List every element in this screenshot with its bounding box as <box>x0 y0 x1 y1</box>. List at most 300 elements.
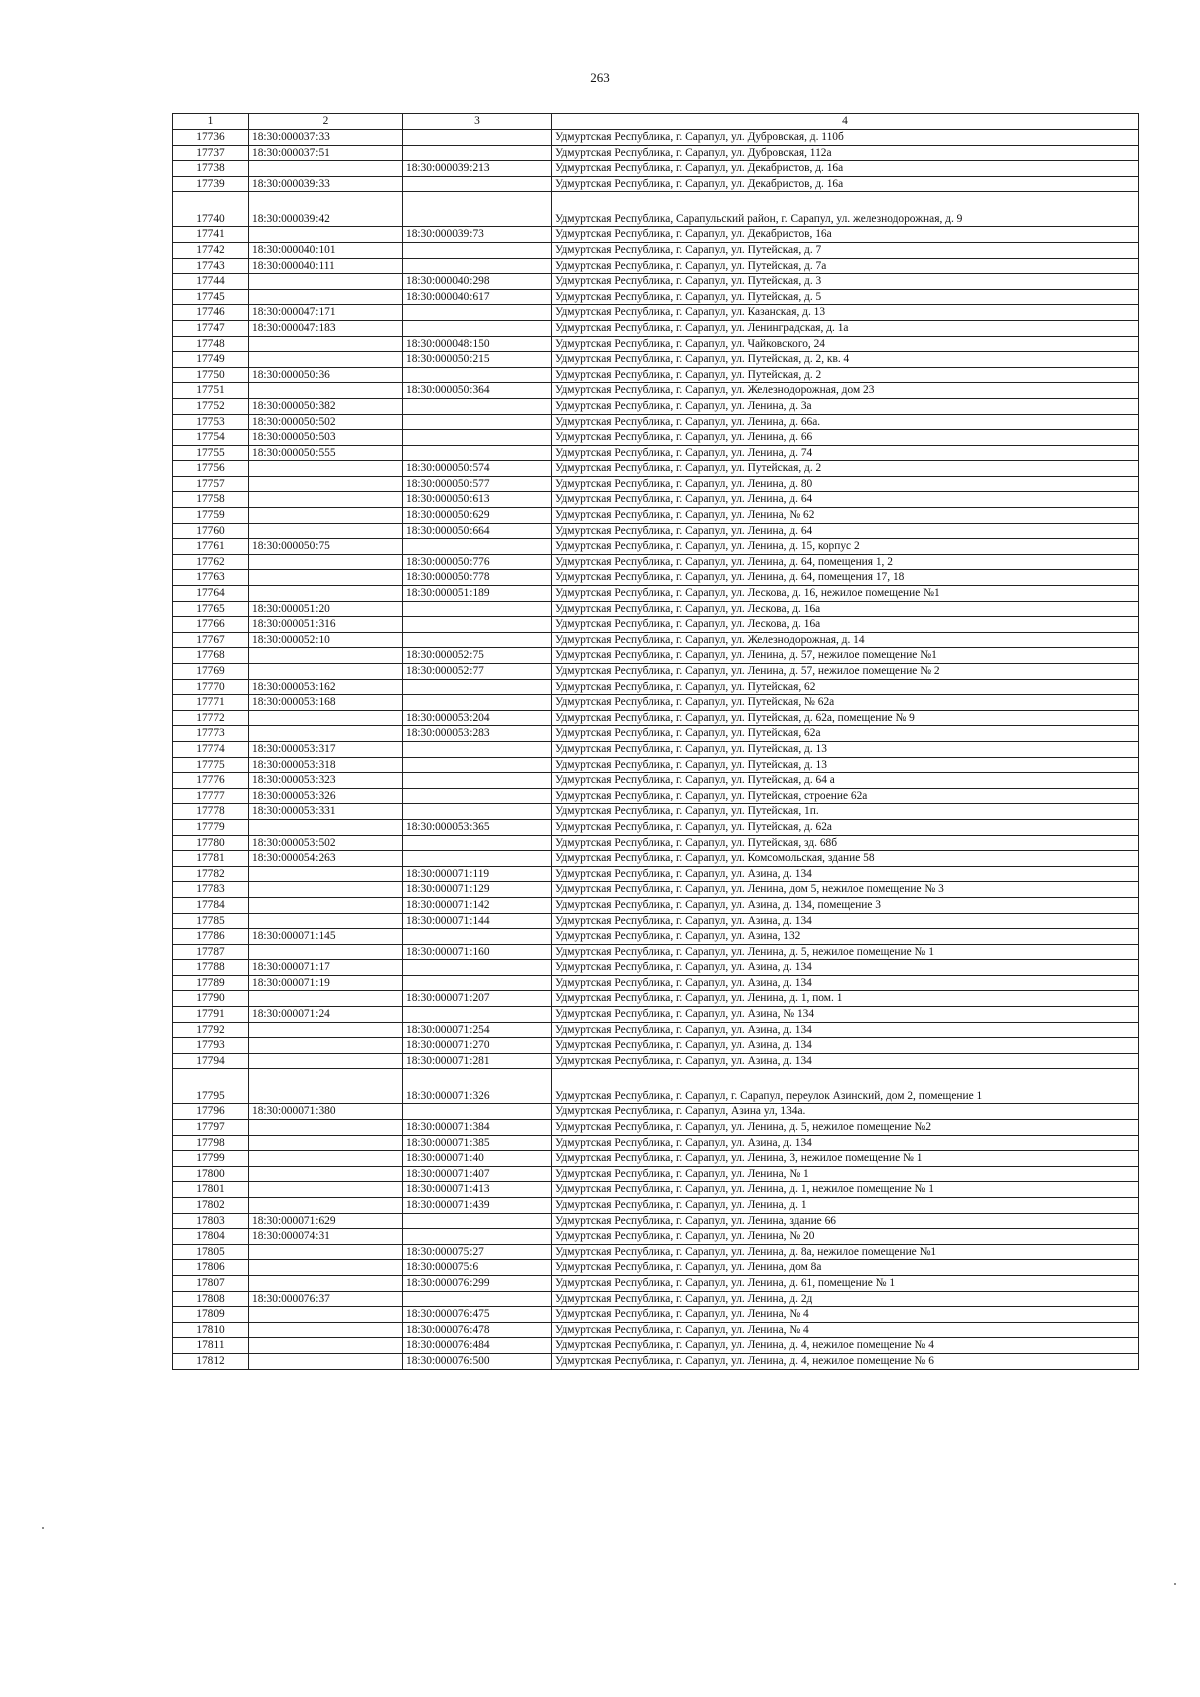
cadastral-number-building: 18:30:000071:385 <box>403 1135 552 1151</box>
row-number: 17800 <box>173 1166 249 1182</box>
cadastral-number-land: 18:30:000053:318 <box>249 757 403 773</box>
cadastral-number-land <box>249 523 403 539</box>
cadastral-number-building <box>403 398 552 414</box>
table-row <box>173 1007 1139 1023</box>
cadastral-number-land <box>249 1022 403 1038</box>
address: Удмуртская Республика, г. Сарапул, ул. Азина, д. 134 <box>552 1135 1139 1151</box>
table-row <box>173 367 1139 383</box>
cadastral-number-land: 18:30:000053:331 <box>249 804 403 820</box>
address: Удмуртская Республика, г. Сарапул, г. Сарапул, переулок Азинский, дом 2, помещение 1 <box>552 1069 1139 1104</box>
address: Удмуртская Республика, г. Сарапул, ул. Путейская, д. 2 <box>552 461 1139 477</box>
row-number: 17778 <box>173 804 249 820</box>
table-row <box>173 586 1139 602</box>
address: Удмуртская Республика, г. Сарапул, ул. Азина, д. 134 <box>552 1038 1139 1054</box>
table-row <box>173 679 1139 695</box>
cadastral-number-building: 18:30:000071:281 <box>403 1053 552 1069</box>
cadastral-number-land <box>249 1038 403 1054</box>
address: Удмуртская Республика, г. Сарапул, ул. Азина, 132 <box>552 929 1139 945</box>
cadastral-number-land: 18:30:000040:101 <box>249 242 403 258</box>
table-row <box>173 851 1139 867</box>
cadastral-number-land: 18:30:000050:503 <box>249 430 403 446</box>
cadastral-number-land <box>249 383 403 399</box>
cadastral-number-land: 18:30:000053:317 <box>249 741 403 757</box>
row-number: 17796 <box>173 1104 249 1120</box>
cadastral-number-building: 18:30:000050:364 <box>403 383 552 399</box>
row-number: 17757 <box>173 476 249 492</box>
cadastral-number-land <box>249 586 403 602</box>
address: Удмуртская Республика, г. Сарапул, ул. Ленина, д. 1, пом. 1 <box>552 991 1139 1007</box>
row-number: 17738 <box>173 161 249 177</box>
table-row <box>173 1353 1139 1369</box>
row-number: 17769 <box>173 664 249 680</box>
cadastral-number-land <box>249 1198 403 1214</box>
table-row <box>173 648 1139 664</box>
cadastral-number-land <box>249 1260 403 1276</box>
cadastral-number-building: 18:30:000071:142 <box>403 897 552 913</box>
row-number: 17792 <box>173 1022 249 1038</box>
cadastral-number-building <box>403 695 552 711</box>
cadastral-number-land: 18:30:000039:42 <box>249 192 403 227</box>
cadastral-number-building <box>403 1104 552 1120</box>
cadastral-number-building: 18:30:000076:475 <box>403 1307 552 1323</box>
cadastral-number-land: 18:30:000039:33 <box>249 176 403 192</box>
cadastral-number-land <box>249 882 403 898</box>
cadastral-number-building <box>403 1291 552 1307</box>
address: Удмуртская Республика, г. Сарапул, ул. Ленина, д. 1, нежилое помещение № 1 <box>552 1182 1139 1198</box>
table-row <box>173 130 1139 146</box>
table-row <box>173 617 1139 633</box>
cadastral-number-building: 18:30:000050:778 <box>403 570 552 586</box>
table-row <box>173 430 1139 446</box>
cadastral-number-land: 18:30:000052:10 <box>249 632 403 648</box>
table-row <box>173 726 1139 742</box>
address: Удмуртская Республика, Сарапульский район, г. Сарапул, ул. железнодорожная, д. 9 <box>552 192 1139 227</box>
table-row <box>173 1213 1139 1229</box>
row-number: 17742 <box>173 242 249 258</box>
cadastral-number-building: 18:30:000071:326 <box>403 1069 552 1104</box>
row-number: 17808 <box>173 1291 249 1307</box>
table-row <box>173 664 1139 680</box>
address: Удмуртская Республика, г. Сарапул, ул. Путейская, д. 3 <box>552 274 1139 290</box>
cadastral-number-building <box>403 445 552 461</box>
address: Удмуртская Республика, г. Сарапул, ул. Азина, № 134 <box>552 1007 1139 1023</box>
address: Удмуртская Республика, г. Сарапул, ул. Путейская, д. 13 <box>552 741 1139 757</box>
table-row <box>173 289 1139 305</box>
row-number: 17803 <box>173 1213 249 1229</box>
table-body <box>173 130 1139 1370</box>
cadastral-number-land: 18:30:000074:31 <box>249 1229 403 1245</box>
cadastral-number-building: 18:30:000076:500 <box>403 1353 552 1369</box>
cadastral-number-land <box>249 1151 403 1167</box>
row-number: 17760 <box>173 523 249 539</box>
table-row <box>173 632 1139 648</box>
cadastral-number-land: 18:30:000047:183 <box>249 320 403 336</box>
row-number: 17741 <box>173 227 249 243</box>
cadastral-number-land: 18:30:000050:555 <box>249 445 403 461</box>
address: Удмуртская Республика, г. Сарапул, ул. Дубровская, 112а <box>552 145 1139 161</box>
cadastral-number-building <box>403 539 552 555</box>
cadastral-number-land: 18:30:000053:162 <box>249 679 403 695</box>
cadastral-number-building: 18:30:000071:384 <box>403 1120 552 1136</box>
address: Удмуртская Республика, г. Сарапул, ул. Декабристов, д. 16а <box>552 161 1139 177</box>
cadastral-number-land <box>249 819 403 835</box>
cadastral-number-land <box>249 461 403 477</box>
cadastral-number-building: 18:30:000071:207 <box>403 991 552 1007</box>
row-number: 17790 <box>173 991 249 1007</box>
address: Удмуртская Республика, г. Сарапул, ул. Путейская, 1п. <box>552 804 1139 820</box>
cadastral-number-land <box>249 648 403 664</box>
cadastral-number-land: 18:30:000037:51 <box>249 145 403 161</box>
cadastral-number-land: 18:30:000071:380 <box>249 1104 403 1120</box>
row-number: 17750 <box>173 367 249 383</box>
cadastral-number-building: 18:30:000050:664 <box>403 523 552 539</box>
cadastral-number-building: 18:30:000071:129 <box>403 882 552 898</box>
row-number: 17755 <box>173 445 249 461</box>
row-number: 17786 <box>173 929 249 945</box>
table-row <box>173 788 1139 804</box>
address: Удмуртская Республика, г. Сарапул, ул. Путейская, 62 <box>552 679 1139 695</box>
row-number: 17740 <box>173 192 249 227</box>
address: Удмуртская Республика, г. Сарапул, ул. Ленина, д. 64, помещения 1, 2 <box>552 554 1139 570</box>
address: Удмуртская Республика, г. Сарапул, ул. Лескова, д. 16а <box>552 617 1139 633</box>
cadastral-number-land <box>249 1322 403 1338</box>
cadastral-number-building: 18:30:000075:6 <box>403 1260 552 1276</box>
table-row <box>173 161 1139 177</box>
table-row <box>173 1338 1139 1354</box>
cadastral-number-land <box>249 1275 403 1291</box>
cadastral-number-land <box>249 1053 403 1069</box>
table-row <box>173 1275 1139 1291</box>
column-header-2: 2 <box>249 114 403 130</box>
cadastral-number-land <box>249 1244 403 1260</box>
row-number: 17748 <box>173 336 249 352</box>
cadastral-number-building: 18:30:000076:478 <box>403 1322 552 1338</box>
address: Удмуртская Республика, г. Сарапул, ул. Ленина, здание 66 <box>552 1213 1139 1229</box>
cadastral-number-building <box>403 1229 552 1245</box>
table-row <box>173 1151 1139 1167</box>
cadastral-number-building: 18:30:000076:299 <box>403 1275 552 1291</box>
row-number: 17753 <box>173 414 249 430</box>
row-number: 17774 <box>173 741 249 757</box>
cadastral-number-building <box>403 145 552 161</box>
row-number: 17784 <box>173 897 249 913</box>
table-row <box>173 1022 1139 1038</box>
table-row <box>173 1260 1139 1276</box>
address: Удмуртская Республика, г. Сарапул, ул. Ленина, д. 5, нежилое помещение №2 <box>552 1120 1139 1136</box>
cadastral-number-building: 18:30:000052:77 <box>403 664 552 680</box>
row-number: 17744 <box>173 274 249 290</box>
table-row <box>173 242 1139 258</box>
cadastral-number-land: 18:30:000047:171 <box>249 305 403 321</box>
row-number: 17767 <box>173 632 249 648</box>
cadastral-number-land: 18:30:000071:17 <box>249 960 403 976</box>
row-number: 17762 <box>173 554 249 570</box>
address: Удмуртская Республика, г. Сарапул, ул. Ленина, д. 2д <box>552 1291 1139 1307</box>
address: Удмуртская Республика, г. Сарапул, ул. Ленина, № 1 <box>552 1166 1139 1182</box>
row-number: 17789 <box>173 975 249 991</box>
cadastral-number-land <box>249 1338 403 1354</box>
table-row <box>173 414 1139 430</box>
cadastral-number-building <box>403 788 552 804</box>
address: Удмуртская Республика, г. Сарапул, ул. Ленина, д. 57, нежилое помещение № 2 <box>552 664 1139 680</box>
table-row <box>173 1104 1139 1120</box>
row-number: 17794 <box>173 1053 249 1069</box>
table-row <box>173 819 1139 835</box>
table-row <box>173 757 1139 773</box>
cadastral-number-land <box>249 1353 403 1369</box>
table-row <box>173 1182 1139 1198</box>
table-row <box>173 975 1139 991</box>
table-row <box>173 991 1139 1007</box>
address: Удмуртская Республика, г. Сарапул, ул. Ленина, д. 64 <box>552 492 1139 508</box>
row-number: 17761 <box>173 539 249 555</box>
address: Удмуртская Республика, г. Сарапул, ул. Путейская, № 62а <box>552 695 1139 711</box>
row-number: 17782 <box>173 866 249 882</box>
cadastral-number-land <box>249 1307 403 1323</box>
row-number: 17811 <box>173 1338 249 1354</box>
cadastral-number-building <box>403 414 552 430</box>
cadastral-number-building: 18:30:000071:407 <box>403 1166 552 1182</box>
cadastral-number-building <box>403 305 552 321</box>
table-row <box>173 741 1139 757</box>
cadastral-number-land <box>249 227 403 243</box>
row-number: 17785 <box>173 913 249 929</box>
address: Удмуртская Республика, г. Сарапул, ул. Ленина, д. 80 <box>552 476 1139 492</box>
address: Удмуртская Республика, г. Сарапул, ул. Путейская, д. 7 <box>552 242 1139 258</box>
address: Удмуртская Республика, г. Сарапул, ул. Путейская, д. 5 <box>552 289 1139 305</box>
cadastral-number-land: 18:30:000053:323 <box>249 773 403 789</box>
row-number: 17807 <box>173 1275 249 1291</box>
cadastral-number-land: 18:30:000053:326 <box>249 788 403 804</box>
table-row <box>173 336 1139 352</box>
cadastral-number-land <box>249 1182 403 1198</box>
address: Удмуртская Республика, г. Сарапул, ул. Ленина, № 4 <box>552 1307 1139 1323</box>
row-number: 17763 <box>173 570 249 586</box>
cadastral-number-building: 18:30:000050:776 <box>403 554 552 570</box>
row-number: 17759 <box>173 508 249 524</box>
cadastral-number-land: 18:30:000053:502 <box>249 835 403 851</box>
cadastral-number-building: 18:30:000071:144 <box>403 913 552 929</box>
cadastral-number-land <box>249 274 403 290</box>
cadastral-number-land <box>249 664 403 680</box>
cadastral-number-building: 18:30:000050:574 <box>403 461 552 477</box>
cadastral-number-land <box>249 554 403 570</box>
cadastral-number-land <box>249 1135 403 1151</box>
row-number: 17736 <box>173 130 249 146</box>
row-number: 17802 <box>173 1198 249 1214</box>
cadastral-number-building: 18:30:000039:213 <box>403 161 552 177</box>
row-number: 17770 <box>173 679 249 695</box>
row-number: 17798 <box>173 1135 249 1151</box>
table-row <box>173 445 1139 461</box>
table-row <box>173 192 1139 227</box>
scan-speck <box>1174 1583 1176 1585</box>
row-number: 17780 <box>173 835 249 851</box>
scan-speck <box>42 1527 44 1529</box>
row-number: 17795 <box>173 1069 249 1104</box>
cadastral-number-building: 18:30:000040:617 <box>403 289 552 305</box>
row-number: 17758 <box>173 492 249 508</box>
table-row <box>173 1120 1139 1136</box>
address: Удмуртская Республика, г. Сарапул, ул. Лескова, д. 16а <box>552 601 1139 617</box>
cadastral-number-land: 18:30:000050:36 <box>249 367 403 383</box>
table-row <box>173 1135 1139 1151</box>
table-row <box>173 1069 1139 1104</box>
row-number: 17806 <box>173 1260 249 1276</box>
address: Удмуртская Республика, г. Сарапул, ул. Ленина, д. 4, нежилое помещение № 6 <box>552 1353 1139 1369</box>
address: Удмуртская Республика, г. Сарапул, ул. Ленина, д. 3а <box>552 398 1139 414</box>
cadastral-number-building <box>403 192 552 227</box>
table-row <box>173 1038 1139 1054</box>
cadastral-number-land <box>249 913 403 929</box>
column-header-3: 3 <box>403 114 552 130</box>
address: Удмуртская Республика, г. Сарапул, ул. Ленина, № 4 <box>552 1322 1139 1338</box>
cadastral-number-land: 18:30:000071:19 <box>249 975 403 991</box>
table-row <box>173 1244 1139 1260</box>
column-header-4: 4 <box>552 114 1139 130</box>
table-row <box>173 1166 1139 1182</box>
address: Удмуртская Республика, г. Сарапул, ул. Ленина, д. 57, нежилое помещение №1 <box>552 648 1139 664</box>
cadastral-number-land <box>249 570 403 586</box>
cadastral-number-building <box>403 130 552 146</box>
row-number: 17804 <box>173 1229 249 1245</box>
cadastral-number-land <box>249 991 403 1007</box>
cadastral-number-building <box>403 430 552 446</box>
row-number: 17773 <box>173 726 249 742</box>
cadastral-number-building: 18:30:000071:160 <box>403 944 552 960</box>
row-number: 17771 <box>173 695 249 711</box>
table-row <box>173 554 1139 570</box>
row-number: 17747 <box>173 320 249 336</box>
row-number: 17797 <box>173 1120 249 1136</box>
cadastral-number-land <box>249 492 403 508</box>
table-row <box>173 1322 1139 1338</box>
cadastral-number-building: 18:30:000071:413 <box>403 1182 552 1198</box>
table-row <box>173 866 1139 882</box>
address: Удмуртская Республика, г. Сарапул, ул. Ленина, д. 64 <box>552 523 1139 539</box>
row-number: 17781 <box>173 851 249 867</box>
cadastral-number-building: 18:30:000050:629 <box>403 508 552 524</box>
address: Удмуртская Республика, г. Сарапул, ул. Дубровская, д. 110б <box>552 130 1139 146</box>
address: Удмуртская Республика, г. Сарапул, ул. Азина, д. 134 <box>552 960 1139 976</box>
row-number: 17751 <box>173 383 249 399</box>
row-number: 17772 <box>173 710 249 726</box>
cadastral-number-land: 18:30:000053:168 <box>249 695 403 711</box>
cadastral-number-land <box>249 508 403 524</box>
address: Удмуртская Республика, г. Сарапул, ул. Ленина, дом 5, нежилое помещение № 3 <box>552 882 1139 898</box>
address: Удмуртская Республика, г. Сарапул, ул. Азина, д. 134 <box>552 1053 1139 1069</box>
cadastral-number-building: 18:30:000052:75 <box>403 648 552 664</box>
cadastral-number-land <box>249 866 403 882</box>
address: Удмуртская Республика, г. Сарапул, ул. Ленина, д. 1 <box>552 1198 1139 1214</box>
address: Удмуртская Республика, г. Сарапул, ул. Декабристов, д. 16а <box>552 176 1139 192</box>
table-row <box>173 398 1139 414</box>
cadastral-number-land: 18:30:000071:24 <box>249 1007 403 1023</box>
cadastral-number-land: 18:30:000076:37 <box>249 1291 403 1307</box>
address: Удмуртская Республика, г. Сарапул, ул. Ленина, д. 64, помещения 17, 18 <box>552 570 1139 586</box>
row-number: 17777 <box>173 788 249 804</box>
table-row <box>173 944 1139 960</box>
table-header-row <box>173 114 1139 130</box>
cadastral-number-land <box>249 352 403 368</box>
cadastral-number-land <box>249 944 403 960</box>
cadastral-number-building <box>403 773 552 789</box>
address: Удмуртская Республика, г. Сарапул, ул. Азина, д. 134 <box>552 913 1139 929</box>
address: Удмуртская Республика, г. Сарапул, ул. Путейская, зд. 68б <box>552 835 1139 851</box>
table-row <box>173 601 1139 617</box>
table-row <box>173 882 1139 898</box>
cadastral-number-building <box>403 242 552 258</box>
cadastral-number-building <box>403 929 552 945</box>
table-row <box>173 960 1139 976</box>
address: Удмуртская Республика, г. Сарапул, ул. Декабристов, 16а <box>552 227 1139 243</box>
cadastral-number-land: 18:30:000071:145 <box>249 929 403 945</box>
table-row <box>173 258 1139 274</box>
row-number: 17746 <box>173 305 249 321</box>
cadastral-number-building <box>403 176 552 192</box>
column-header-1: 1 <box>173 114 249 130</box>
cadastral-number-land: 18:30:000050:75 <box>249 539 403 555</box>
cadastral-number-land <box>249 476 403 492</box>
row-number: 17743 <box>173 258 249 274</box>
table-row <box>173 835 1139 851</box>
address: Удмуртская Республика, г. Сарапул, ул. Путейская, д. 62а, помещение № 9 <box>552 710 1139 726</box>
cadastral-number-land: 18:30:000054:263 <box>249 851 403 867</box>
row-number: 17745 <box>173 289 249 305</box>
cadastral-number-land <box>249 1120 403 1136</box>
cadastral-number-building: 18:30:000071:270 <box>403 1038 552 1054</box>
cadastral-number-building: 18:30:000050:613 <box>403 492 552 508</box>
row-number: 17754 <box>173 430 249 446</box>
address: Удмуртская Республика, г. Сарапул, ул. Ленина, д. 15, корпус 2 <box>552 539 1139 555</box>
row-number: 17739 <box>173 176 249 192</box>
table-row <box>173 461 1139 477</box>
address: Удмуртская Республика, г. Сарапул, ул. Ленина, д. 8а, нежилое помещение №1 <box>552 1244 1139 1260</box>
row-number: 17752 <box>173 398 249 414</box>
row-number: 17768 <box>173 648 249 664</box>
row-number: 17775 <box>173 757 249 773</box>
address: Удмуртская Республика, г. Сарапул, ул. Ленина, д. 4, нежилое помещение № 4 <box>552 1338 1139 1354</box>
cadastral-number-building: 18:30:000053:283 <box>403 726 552 742</box>
registry-table <box>172 113 1139 1370</box>
cadastral-number-building: 18:30:000053:204 <box>403 710 552 726</box>
address: Удмуртская Республика, г. Сарапул, ул. Железнодорожная, д. 14 <box>552 632 1139 648</box>
cadastral-number-building: 18:30:000050:215 <box>403 352 552 368</box>
table-row <box>173 274 1139 290</box>
address: Удмуртская Республика, г. Сарапул, ул. Комсомольская, здание 58 <box>552 851 1139 867</box>
address: Удмуртская Республика, г. Сарапул, ул. Путейская, 62а <box>552 726 1139 742</box>
table-row <box>173 176 1139 192</box>
cadastral-number-building: 18:30:000050:577 <box>403 476 552 492</box>
cadastral-number-building <box>403 835 552 851</box>
cadastral-number-building <box>403 258 552 274</box>
table-row <box>173 929 1139 945</box>
table-row <box>173 1229 1139 1245</box>
cadastral-number-building <box>403 601 552 617</box>
row-number: 17765 <box>173 601 249 617</box>
table-row <box>173 1198 1139 1214</box>
cadastral-number-land <box>249 336 403 352</box>
table-row <box>173 773 1139 789</box>
table-row <box>173 320 1139 336</box>
cadastral-number-land: 18:30:000051:316 <box>249 617 403 633</box>
table-row <box>173 508 1139 524</box>
table-row <box>173 492 1139 508</box>
cadastral-number-building: 18:30:000075:27 <box>403 1244 552 1260</box>
row-number: 17801 <box>173 1182 249 1198</box>
row-number: 17805 <box>173 1244 249 1260</box>
cadastral-number-building <box>403 804 552 820</box>
